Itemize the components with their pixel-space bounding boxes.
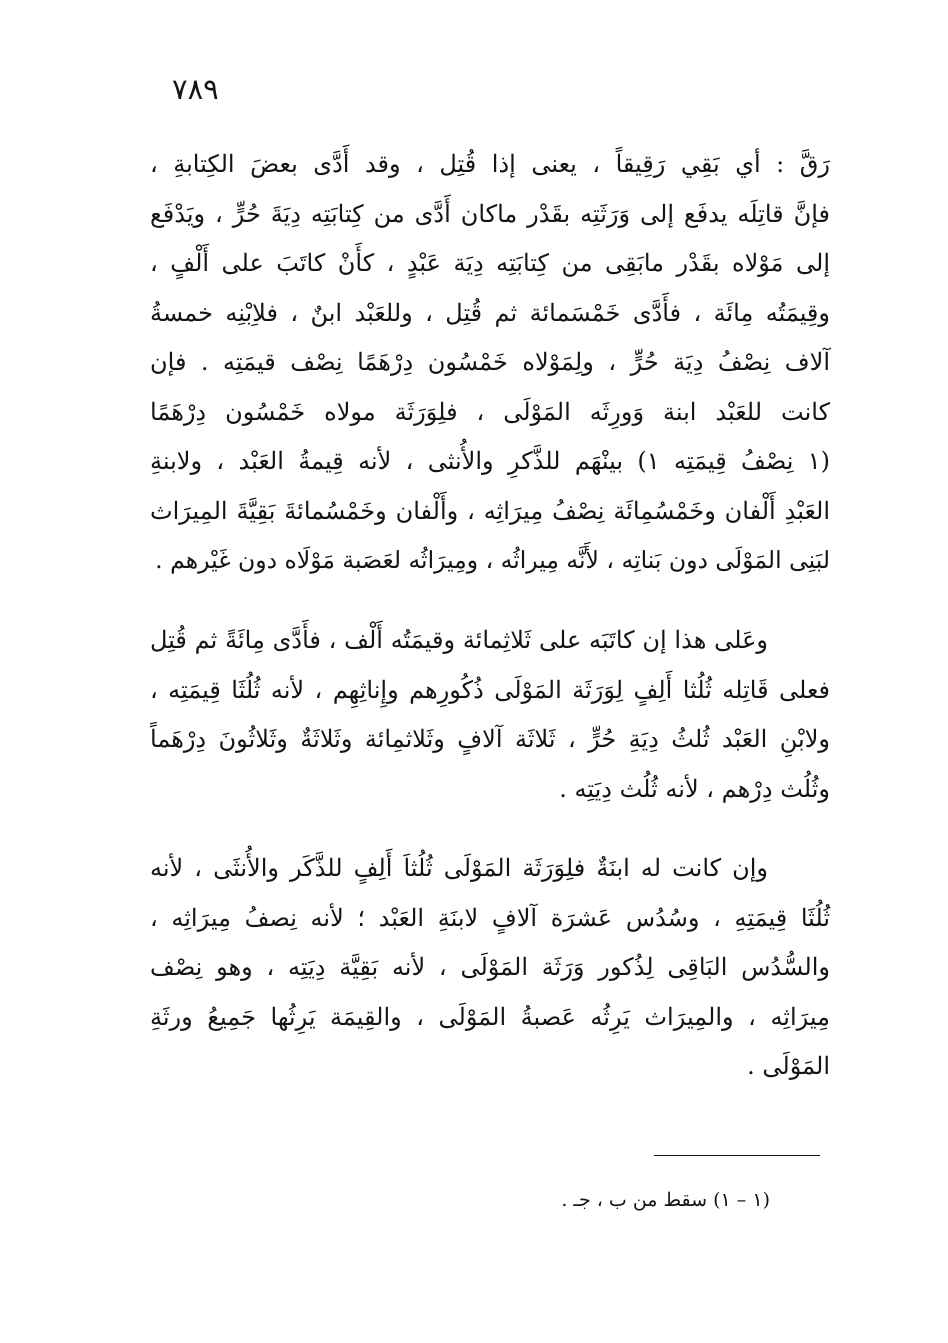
text-line: لبَنِى المَوْلَى دون بَناتِه ، لأَنَّه مِيراثُه ، ومِيرَاثُه لعَصَبة مَوْلَاه دون غَيْرهم .	[155, 546, 830, 574]
paragraph-1	[150, 140, 830, 586]
text-line: وعَلى هذا إن كاتَبَه على ثَلاثِمائة وقيمَتُه أَلْف ، فأَدَّى مِائَةً ثم قُتِل	[150, 626, 768, 654]
text-line: العَبْدِ أَلْفان وخَمْسُمِائَة نِصْفُ مِيرَاثِه ، وأَلْفان وخَمْسُمائةَ بَقِيَّةَ المِيرَاث	[150, 496, 830, 525]
text-line: مِيرَاثِه ، والمِيرَاث يَرِثُه عَصبةُ المَوْلَى ، والقِيمَة يَرِثُها جَمِيعُ ورثَةِ	[150, 1002, 830, 1031]
text-line: رَقَّ : أي بَقِي رَقِيقاً ، يعنى إذا قُتِل ، وقد أَدَّى بعضَ الكِتابةِ ،	[150, 150, 830, 178]
footnote-divider	[654, 1155, 820, 1156]
text-line: فعلى قَاتِله ثُلُثا أَلِفٍ لِوَرَثَة المَوْلَى ذُكُورِهم وإِناثِهِم ، لأنه ثُلُثَا قِيمَتِه ،	[150, 675, 830, 704]
page-number: ٧٨٩	[172, 72, 219, 106]
text-line: والسُّدُس البَاقِى لِذُكور وَرَثَة المَوْلَى ، لأنه بَقِيَّة دِيَتِه ، وهو نِصْف	[150, 953, 830, 981]
text-line: (١ نِصْفُ قِيمَتِه ١) بينْهَم للذَّكرِ والأُنثى ، لأنه قِيمةُ العَبْد ، ولابنةِ	[150, 447, 831, 475]
text-line: إلى مَوْلاه بقَدْر مابَقِى من كِتابَتِه دِيَة عَبْدٍ ، كأَنْ كاتَبَ على أَلْفٍ ،	[150, 249, 830, 277]
text-line: وإن كانت له ابنَةٌ فلِوَرَثَة المَوْلَى ثُلُثاَ أَلِفٍ للذَّكَر والأُنثَى ، لأنه	[150, 854, 768, 882]
text-line: آلاف نِصْفُ دِيَة حُرٍّ ، ولِمَوْلاه خَمْسُون دِرْهَمًا نِصْف قيمَتِه . فإن	[150, 348, 830, 376]
paragraph-2	[150, 616, 830, 814]
text-line: وقِيمَتُه مِائَة ، فأَدَّى خَمْسَمائة ثم قُتِل ، وللعَبْد ابنٌ ، فلاِبْنِه خمسةُ	[150, 298, 830, 327]
text-line: وثُلُث دِرْهم ، لأنه ثُلُث دِيَتِه .	[559, 774, 830, 803]
paragraph-3	[150, 844, 830, 1092]
text-line: ثُلُثَا قِيمَتِهِ ، وسُدُس عَشرَة آلافٍ لابنَةِ العَبْد ؛ لأنه نِصفُ مِيرَاثِه ،	[150, 903, 830, 932]
text-line: فإنَّ قاتِلَه يدفَع إلى وَرَثَتِه بقَدْر ماكان أَدَّى من كِتابَتِه دِيَةَ حُرٍّ ، ويَدْفَع	[150, 199, 830, 228]
text-line: ولابْنِ العَبْد ثُلثُ دِيَةِ حُرٍّ ، ثَلاثَة آلافٍ وثَلاثمِائة وثَلاثَةٌ وثَلاثُونَ دِرْهَماً	[150, 725, 830, 753]
text-line: المَوْلَى .	[747, 1052, 830, 1080]
footnote: (١ – ١) سقط من ب ، جـ .	[561, 1189, 770, 1211]
text-line: كانت للعَبْد ابنة وَورِثَه المَوْلَى ، فلِوَرَثَة مولاه خَمْسُون دِرْهَمًا	[150, 397, 830, 426]
